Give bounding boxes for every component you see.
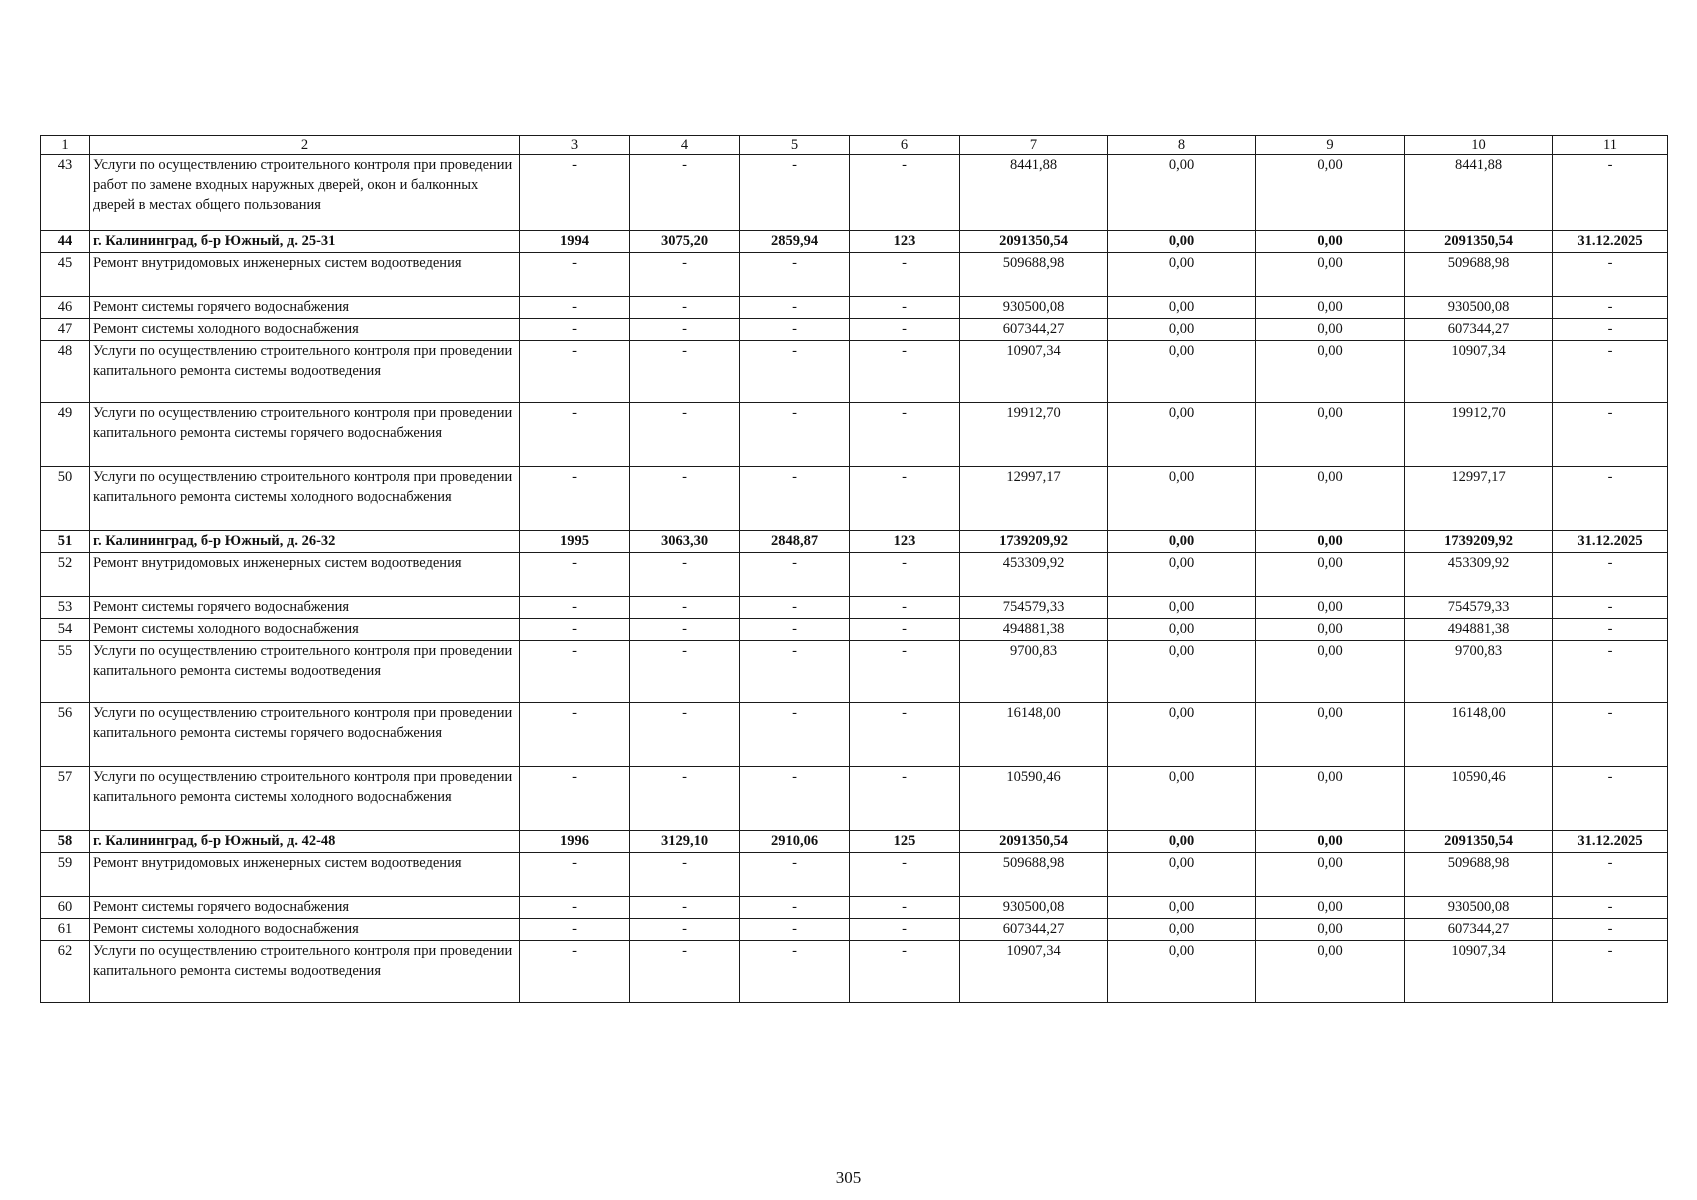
value-cell-c11: - — [1553, 897, 1668, 919]
value-cell-c3: - — [520, 703, 630, 767]
value-cell-c4: 3075,20 — [630, 231, 740, 253]
value-cell-c5: - — [740, 641, 850, 703]
value-cell-c10: 2091350,54 — [1405, 831, 1553, 853]
value-cell-c7: 754579,33 — [960, 597, 1108, 619]
value-cell-c11: - — [1553, 341, 1668, 403]
value-cell-c4: - — [630, 553, 740, 597]
table-row — [41, 641, 1668, 703]
value-cell-c10: 607344,27 — [1405, 319, 1553, 341]
value-cell-c7: 8441,88 — [960, 155, 1108, 231]
description-cell: Ремонт системы горячего водоснабжения — [90, 897, 520, 919]
table-row — [41, 941, 1668, 1003]
column-number-header — [41, 136, 1668, 155]
value-cell-c5: 2848,87 — [740, 531, 850, 553]
table-row — [41, 767, 1668, 831]
value-cell-c8: 0,00 — [1108, 531, 1256, 553]
value-cell-c9: 0,00 — [1256, 941, 1405, 1003]
value-cell-c3: - — [520, 403, 630, 467]
row-number-cell: 52 — [41, 553, 90, 597]
header-cell: 9 — [1256, 136, 1405, 155]
value-cell-c11: - — [1553, 253, 1668, 297]
description-cell: Ремонт системы холодного водоснабжения — [90, 319, 520, 341]
value-cell-c7: 930500,08 — [960, 297, 1108, 319]
value-cell-c7: 10907,34 — [960, 941, 1108, 1003]
value-cell-c3: 1996 — [520, 831, 630, 853]
value-cell-c11: 31.12.2025 — [1553, 231, 1668, 253]
value-cell-c9: 0,00 — [1256, 919, 1405, 941]
value-cell-c7: 16148,00 — [960, 703, 1108, 767]
description-cell: Ремонт внутридомовых инженерных систем водоотведения — [90, 853, 520, 897]
row-number-cell: 51 — [41, 531, 90, 553]
row-number-cell: 54 — [41, 619, 90, 641]
row-number-cell: 53 — [41, 597, 90, 619]
value-cell-c4: - — [630, 703, 740, 767]
row-number-cell: 57 — [41, 767, 90, 831]
value-cell-c6: 123 — [850, 231, 960, 253]
value-cell-c8: 0,00 — [1108, 767, 1256, 831]
value-cell-c10: 19912,70 — [1405, 403, 1553, 467]
value-cell-c5: - — [740, 403, 850, 467]
page-number: 305 — [835, 1168, 862, 1187]
value-cell-c6: - — [850, 155, 960, 231]
value-cell-c7: 509688,98 — [960, 253, 1108, 297]
value-cell-c3: 1994 — [520, 231, 630, 253]
value-cell-c5: - — [740, 297, 850, 319]
description-cell: Услуги по осуществлению строительного контроля при проведении капитального ремонта системы холодного водоснабжения — [90, 767, 520, 831]
value-cell-c9: 0,00 — [1256, 553, 1405, 597]
header-cell: 10 — [1405, 136, 1553, 155]
value-cell-c8: 0,00 — [1108, 553, 1256, 597]
value-cell-c9: 0,00 — [1256, 619, 1405, 641]
value-cell-c5: - — [740, 467, 850, 531]
value-cell-c3: - — [520, 553, 630, 597]
value-cell-c10: 2091350,54 — [1405, 231, 1553, 253]
description-cell: Услуги по осуществлению строительного контроля при проведении капитального ремонта системы водоотведения — [90, 641, 520, 703]
description-cell: Услуги по осуществлению строительного контроля при проведении капитального ремонта системы холодного водоснабжения — [90, 467, 520, 531]
value-cell-c4: - — [630, 403, 740, 467]
row-number-cell: 43 — [41, 155, 90, 231]
value-cell-c3: - — [520, 919, 630, 941]
value-cell-c6: - — [850, 619, 960, 641]
value-cell-c9: 0,00 — [1256, 231, 1405, 253]
value-cell-c9: 0,00 — [1256, 853, 1405, 897]
value-cell-c6: - — [850, 897, 960, 919]
row-number-cell: 44 — [41, 231, 90, 253]
value-cell-c4: - — [630, 897, 740, 919]
value-cell-c10: 930500,08 — [1405, 297, 1553, 319]
value-cell-c10: 8441,88 — [1405, 155, 1553, 231]
value-cell-c9: 0,00 — [1256, 467, 1405, 531]
value-cell-c7: 930500,08 — [960, 897, 1108, 919]
value-cell-c8: 0,00 — [1108, 297, 1256, 319]
value-cell-c6: - — [850, 467, 960, 531]
value-cell-c9: 0,00 — [1256, 597, 1405, 619]
value-cell-c4: - — [630, 853, 740, 897]
value-cell-c8: 0,00 — [1108, 831, 1256, 853]
value-cell-c4: - — [630, 155, 740, 231]
value-cell-c4: - — [630, 253, 740, 297]
value-cell-c10: 1739209,92 — [1405, 531, 1553, 553]
value-cell-c11: - — [1553, 319, 1668, 341]
value-cell-c3: - — [520, 341, 630, 403]
value-cell-c7: 453309,92 — [960, 553, 1108, 597]
value-cell-c11: - — [1553, 919, 1668, 941]
value-cell-c11: - — [1553, 155, 1668, 231]
header-cell: 5 — [740, 136, 850, 155]
value-cell-c7: 607344,27 — [960, 319, 1108, 341]
value-cell-c3: - — [520, 941, 630, 1003]
value-cell-c10: 509688,98 — [1405, 253, 1553, 297]
row-number-cell: 62 — [41, 941, 90, 1003]
value-cell-c3: - — [520, 619, 630, 641]
value-cell-c11: 31.12.2025 — [1553, 531, 1668, 553]
value-cell-c9: 0,00 — [1256, 531, 1405, 553]
table-body — [41, 136, 1668, 1003]
value-cell-c3: - — [520, 297, 630, 319]
row-number-cell: 45 — [41, 253, 90, 297]
header-cell: 7 — [960, 136, 1108, 155]
value-cell-c10: 509688,98 — [1405, 853, 1553, 897]
value-cell-c5: - — [740, 155, 850, 231]
table-row — [41, 403, 1668, 467]
value-cell-c10: 930500,08 — [1405, 897, 1553, 919]
value-cell-c8: 0,00 — [1108, 641, 1256, 703]
description-cell: Услуги по осуществлению строительного контроля при проведении капитального ремонта системы горячего водоснабжения — [90, 703, 520, 767]
row-number-cell: 59 — [41, 853, 90, 897]
value-cell-c5: - — [740, 767, 850, 831]
value-cell-c6: 125 — [850, 831, 960, 853]
value-cell-c7: 1739209,92 — [960, 531, 1108, 553]
value-cell-c10: 10907,34 — [1405, 941, 1553, 1003]
value-cell-c8: 0,00 — [1108, 919, 1256, 941]
description-cell: Услуги по осуществлению строительного контроля при проведении капитального ремонта системы водоотведения — [90, 341, 520, 403]
value-cell-c6: - — [850, 403, 960, 467]
value-cell-c8: 0,00 — [1108, 597, 1256, 619]
table-row — [41, 919, 1668, 941]
value-cell-c8: 0,00 — [1108, 941, 1256, 1003]
table-row — [41, 297, 1668, 319]
value-cell-c11: - — [1553, 403, 1668, 467]
description-cell: Ремонт внутридомовых инженерных систем водоотведения — [90, 553, 520, 597]
table-row — [41, 341, 1668, 403]
value-cell-c5: - — [740, 853, 850, 897]
row-number-cell: 46 — [41, 297, 90, 319]
value-cell-c11: - — [1553, 467, 1668, 531]
value-cell-c5: - — [740, 553, 850, 597]
value-cell-c8: 0,00 — [1108, 319, 1256, 341]
value-cell-c6: - — [850, 767, 960, 831]
value-cell-c7: 494881,38 — [960, 619, 1108, 641]
value-cell-c7: 10907,34 — [960, 341, 1108, 403]
description-cell: Ремонт системы холодного водоснабжения — [90, 919, 520, 941]
value-cell-c4: - — [630, 319, 740, 341]
value-cell-c10: 12997,17 — [1405, 467, 1553, 531]
table-row — [41, 467, 1668, 531]
value-cell-c6: - — [850, 297, 960, 319]
value-cell-c9: 0,00 — [1256, 403, 1405, 467]
table-row — [41, 831, 1668, 853]
value-cell-c7: 12997,17 — [960, 467, 1108, 531]
table-row — [41, 597, 1668, 619]
value-cell-c6: - — [850, 597, 960, 619]
value-cell-c4: - — [630, 341, 740, 403]
value-cell-c3: - — [520, 319, 630, 341]
value-cell-c10: 754579,33 — [1405, 597, 1553, 619]
value-cell-c3: - — [520, 155, 630, 231]
description-cell: Услуги по осуществлению строительного контроля при проведении капитального ремонта системы горячего водоснабжения — [90, 403, 520, 467]
value-cell-c5: - — [740, 597, 850, 619]
value-cell-c7: 509688,98 — [960, 853, 1108, 897]
row-number-cell: 50 — [41, 467, 90, 531]
value-cell-c9: 0,00 — [1256, 831, 1405, 853]
value-cell-c5: - — [740, 897, 850, 919]
value-cell-c11: - — [1553, 941, 1668, 1003]
value-cell-c8: 0,00 — [1108, 897, 1256, 919]
table-row — [41, 531, 1668, 553]
value-cell-c5: - — [740, 703, 850, 767]
value-cell-c8: 0,00 — [1108, 253, 1256, 297]
value-cell-c9: 0,00 — [1256, 897, 1405, 919]
table-row — [41, 553, 1668, 597]
description-cell: г. Калининград, б-р Южный, д. 26-32 — [90, 531, 520, 553]
value-cell-c8: 0,00 — [1108, 341, 1256, 403]
value-cell-c11: - — [1553, 297, 1668, 319]
table-row — [41, 897, 1668, 919]
value-cell-c4: - — [630, 297, 740, 319]
description-cell: Ремонт системы горячего водоснабжения — [90, 597, 520, 619]
value-cell-c6: - — [850, 553, 960, 597]
table-row — [41, 703, 1668, 767]
table-row — [41, 231, 1668, 253]
value-cell-c9: 0,00 — [1256, 341, 1405, 403]
value-cell-c7: 2091350,54 — [960, 831, 1108, 853]
value-cell-c5: - — [740, 319, 850, 341]
value-cell-c6: - — [850, 703, 960, 767]
header-cell: 6 — [850, 136, 960, 155]
table-row — [41, 853, 1668, 897]
value-cell-c8: 0,00 — [1108, 231, 1256, 253]
value-cell-c7: 607344,27 — [960, 919, 1108, 941]
value-cell-c7: 19912,70 — [960, 403, 1108, 467]
value-cell-c9: 0,00 — [1256, 253, 1405, 297]
value-cell-c5: - — [740, 341, 850, 403]
value-cell-c8: 0,00 — [1108, 403, 1256, 467]
value-cell-c4: - — [630, 467, 740, 531]
row-number-cell: 49 — [41, 403, 90, 467]
value-cell-c3: - — [520, 641, 630, 703]
table-row — [41, 619, 1668, 641]
value-cell-c4: - — [630, 767, 740, 831]
description-cell: Услуги по осуществлению строительного контроля при проведении работ по замене входных наружных дверей, окон и балконных дверей в местах общего пользования — [90, 155, 520, 231]
table-row — [41, 155, 1668, 231]
header-cell: 1 — [41, 136, 90, 155]
value-cell-c6: 123 — [850, 531, 960, 553]
value-cell-c10: 453309,92 — [1405, 553, 1553, 597]
value-cell-c7: 9700,83 — [960, 641, 1108, 703]
value-cell-c8: 0,00 — [1108, 155, 1256, 231]
value-cell-c8: 0,00 — [1108, 853, 1256, 897]
data-table — [40, 135, 1668, 1003]
value-cell-c9: 0,00 — [1256, 641, 1405, 703]
header-cell: 3 — [520, 136, 630, 155]
value-cell-c10: 16148,00 — [1405, 703, 1553, 767]
description-cell: г. Калининград, б-р Южный, д. 42-48 — [90, 831, 520, 853]
value-cell-c5: 2859,94 — [740, 231, 850, 253]
value-cell-c3: - — [520, 467, 630, 531]
value-cell-c3: - — [520, 853, 630, 897]
value-cell-c11: - — [1553, 553, 1668, 597]
value-cell-c4: - — [630, 597, 740, 619]
value-cell-c9: 0,00 — [1256, 319, 1405, 341]
value-cell-c9: 0,00 — [1256, 155, 1405, 231]
description-cell: Ремонт внутридомовых инженерных систем водоотведения — [90, 253, 520, 297]
value-cell-c3: - — [520, 897, 630, 919]
row-number-cell: 61 — [41, 919, 90, 941]
value-cell-c11: 31.12.2025 — [1553, 831, 1668, 853]
value-cell-c4: 3129,10 — [630, 831, 740, 853]
header-cell: 8 — [1108, 136, 1256, 155]
header-cell: 2 — [90, 136, 520, 155]
value-cell-c6: - — [850, 253, 960, 297]
row-number-cell: 58 — [41, 831, 90, 853]
value-cell-c10: 10907,34 — [1405, 341, 1553, 403]
value-cell-c7: 2091350,54 — [960, 231, 1108, 253]
value-cell-c3: - — [520, 253, 630, 297]
value-cell-c4: - — [630, 919, 740, 941]
table-row — [41, 253, 1668, 297]
value-cell-c8: 0,00 — [1108, 467, 1256, 531]
description-cell: Ремонт системы холодного водоснабжения — [90, 619, 520, 641]
value-cell-c6: - — [850, 641, 960, 703]
value-cell-c9: 0,00 — [1256, 767, 1405, 831]
description-cell: Услуги по осуществлению строительного контроля при проведении капитального ремонта системы водоотведения — [90, 941, 520, 1003]
value-cell-c11: - — [1553, 597, 1668, 619]
value-cell-c6: - — [850, 941, 960, 1003]
value-cell-c5: - — [740, 253, 850, 297]
value-cell-c3: 1995 — [520, 531, 630, 553]
value-cell-c10: 9700,83 — [1405, 641, 1553, 703]
value-cell-c11: - — [1553, 641, 1668, 703]
value-cell-c10: 607344,27 — [1405, 919, 1553, 941]
value-cell-c5: - — [740, 941, 850, 1003]
value-cell-c3: - — [520, 597, 630, 619]
value-cell-c11: - — [1553, 853, 1668, 897]
value-cell-c3: - — [520, 767, 630, 831]
value-cell-c6: - — [850, 853, 960, 897]
value-cell-c9: 0,00 — [1256, 703, 1405, 767]
value-cell-c4: - — [630, 619, 740, 641]
value-cell-c8: 0,00 — [1108, 703, 1256, 767]
value-cell-c6: - — [850, 319, 960, 341]
value-cell-c8: 0,00 — [1108, 619, 1256, 641]
table-row — [41, 319, 1668, 341]
value-cell-c9: 0,00 — [1256, 297, 1405, 319]
description-cell: Ремонт системы горячего водоснабжения — [90, 297, 520, 319]
row-number-cell: 48 — [41, 341, 90, 403]
header-cell: 11 — [1553, 136, 1668, 155]
row-number-cell: 56 — [41, 703, 90, 767]
value-cell-c10: 10590,46 — [1405, 767, 1553, 831]
value-cell-c11: - — [1553, 703, 1668, 767]
value-cell-c5: - — [740, 919, 850, 941]
value-cell-c4: 3063,30 — [630, 531, 740, 553]
value-cell-c7: 10590,46 — [960, 767, 1108, 831]
value-cell-c11: - — [1553, 767, 1668, 831]
value-cell-c4: - — [630, 941, 740, 1003]
value-cell-c11: - — [1553, 619, 1668, 641]
value-cell-c6: - — [850, 341, 960, 403]
row-number-cell: 55 — [41, 641, 90, 703]
value-cell-c10: 494881,38 — [1405, 619, 1553, 641]
description-cell: г. Калининград, б-р Южный, д. 25-31 — [90, 231, 520, 253]
value-cell-c5: - — [740, 619, 850, 641]
header-cell: 4 — [630, 136, 740, 155]
value-cell-c5: 2910,06 — [740, 831, 850, 853]
value-cell-c6: - — [850, 919, 960, 941]
row-number-cell: 47 — [41, 319, 90, 341]
value-cell-c4: - — [630, 641, 740, 703]
row-number-cell: 60 — [41, 897, 90, 919]
